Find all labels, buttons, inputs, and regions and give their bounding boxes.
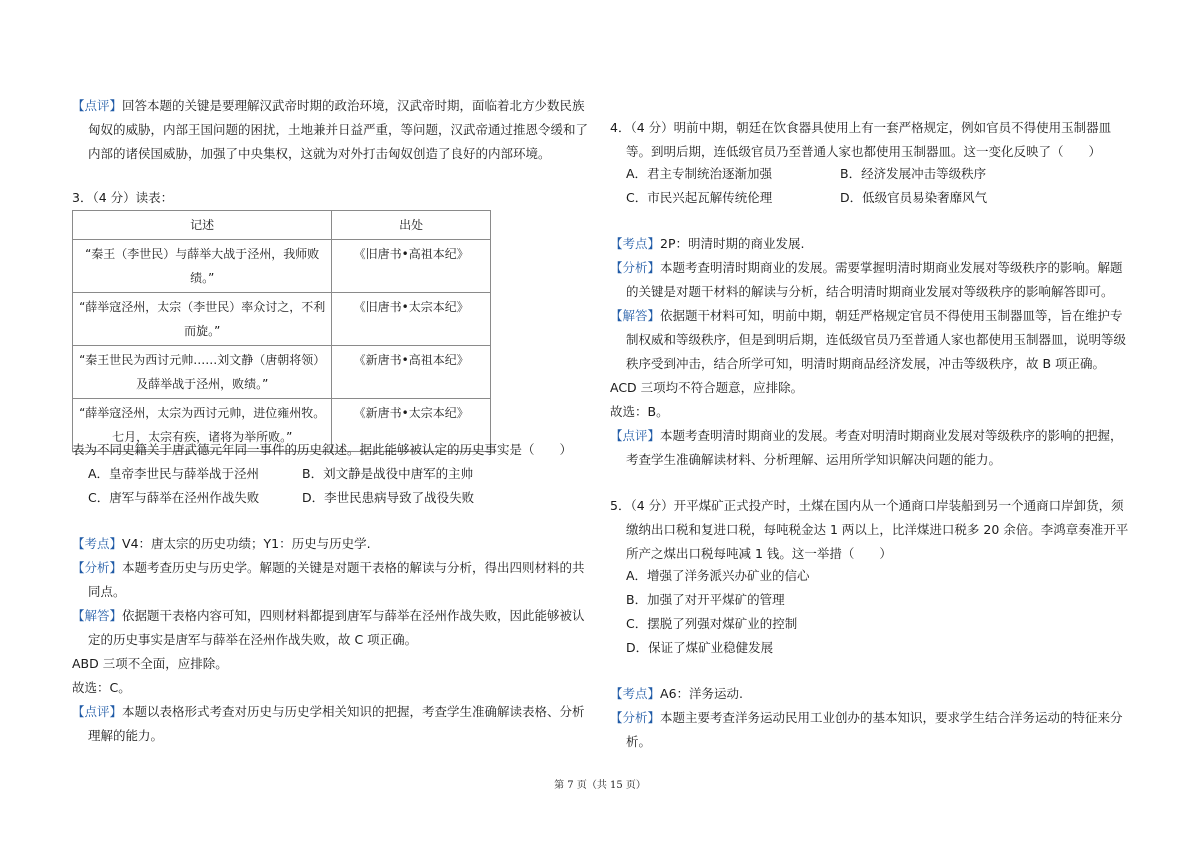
- table-cell-record: “秦王世民为西讨元帅……刘文静（唐朝将领）及薛举战于泾州，败绩。”: [73, 346, 332, 399]
- kaodian-block: [610, 682, 1132, 706]
- kaodian-text: 2P：明清时期的商业发展.: [660, 236, 805, 251]
- option-a: A．皇帝李世民与薛举战于泾州: [88, 466, 260, 481]
- fenxi-block: [610, 706, 1132, 754]
- kaodian-block: [610, 232, 1132, 256]
- table-cell-record: “薛举寇泾州，太宗为西讨元帅，进位雍州牧。七月，太宗有疾，诸将为举所败。”: [73, 399, 332, 452]
- jieda-block: [72, 604, 594, 652]
- kaodian-block: [72, 532, 594, 556]
- comment-tag: 【点评】: [610, 428, 661, 443]
- table-cell-source: 《新唐书•高祖本纪》: [332, 346, 491, 399]
- kaodian-tag: 【考点】: [610, 686, 661, 701]
- jieda-block: [610, 304, 1132, 376]
- fenxi-tag: 【分析】: [610, 710, 661, 725]
- comment-tag: 【点评】: [72, 704, 123, 719]
- jieda-tag: 【解答】: [72, 608, 123, 623]
- option-c: C．唐军与薛举在泾州作战失败: [88, 490, 260, 505]
- table-cell-record: “秦王（李世民）与薛举大战于泾州，我师败绩。”: [73, 240, 332, 293]
- kaodian-text: A6：洋务运动.: [660, 686, 743, 701]
- comment-tag: 【点评】: [72, 98, 123, 113]
- kaodian-tag: 【考点】: [72, 536, 123, 551]
- exclusion-note: ABD 三项不全面，应排除。: [72, 656, 228, 671]
- option-b: B．经济发展冲击等级秩序: [840, 166, 987, 181]
- fenxi-tag: 【分析】: [72, 560, 123, 575]
- fenxi-text: 本题考查历史与历史学。解题的关键是对题干表格的解读与分析，得出四则材料的共同点。: [88, 560, 585, 599]
- question-5-options: [610, 564, 1132, 660]
- option-b: B．刘文静是战役中唐军的主帅: [302, 466, 474, 481]
- page-footer: 第 7 页（共 15 页）: [554, 780, 646, 791]
- question-3-stem: 表为不同史籍关于唐武德元年同一事件的历史叙述。据此能够被认定的历史事实是（ ）: [72, 442, 573, 457]
- jieda-text: 依据题干表格内容可知，四则材料都提到唐军与薛举在泾州作战失败，因此能够被认定的历史事实是唐军与薛举在泾州作战失败，故 C 项正确。: [88, 608, 585, 647]
- comment-text: 回答本题的关键是要理解汉武帝时期的政治环境，汉武帝时期，面临着北方少数民族匈奴的威胁，内部王国问题的困扰，土地兼并日益严重，等问题，汉武帝通过推恩令缓和了内部的诸侯国威胁，加强了中央集权，这就为对外打击匈奴创造了良好的内部环境。: [88, 98, 589, 161]
- question-3-header: 3．（4 分）读表：: [72, 190, 174, 205]
- question-4-stem: 4．（4 分）明前中期，朝廷在饮食器具使用上有一套严格规定，例如官员不得使用玉制器皿等。到明后期，连低级官员乃至普通人家也都使用玉制器皿。这一变化反映了（ ）: [610, 120, 1112, 159]
- comment-block: [610, 424, 1132, 472]
- question-5-stem: 5．（4 分）开平煤矿正式投产时，土煤在国内从一个通商口岸装船到另一个通商口岸卸货，须缴纳出口税和复进口税，每吨税金达 1 两以上，比洋煤进口税多 20 余倍。李鸿章奏准开平所产之煤出口税每吨减 1 钱。这一举措（ ）: [610, 498, 1129, 561]
- option-a: A．增强了洋务派兴办矿业的信心: [626, 568, 810, 583]
- fenxi-text: 本题主要考查洋务运动民用工业创办的基本知识，要求学生结合洋务运动的特征来分析。: [626, 710, 1123, 749]
- table-cell-source: 《新唐书•太宗本纪》: [332, 399, 491, 452]
- question-4-options: [610, 162, 1132, 210]
- kaodian-tag: 【考点】: [610, 236, 661, 251]
- option-d: D．低级官员易染奢靡风气: [840, 190, 988, 205]
- table-header-cell: 出处: [332, 211, 491, 240]
- table-row: [73, 240, 491, 293]
- comment-text: 本题考查明清时期商业的发展。考查对明清时期商业发展对等级秩序的影响的把握，考查学生准确解读材料、分析理解、运用所学知识解决问题的能力。: [626, 428, 1123, 467]
- jieda-text: 依据题干材料可知，明前中期，朝廷严格规定官员不得使用玉制器皿等，旨在维护专制权威和等级秩序，但是到明后期，连低级官员乃至普通人家也都使用玉制器皿，说明等级秩序受到冲击，结合所学可知，明清时期商品经济发展，冲击等级秩序，故 B 项正确。: [626, 308, 1127, 371]
- option-b: B．加强了对开平煤矿的管理: [626, 592, 785, 607]
- table-row: [73, 293, 491, 346]
- table-cell-source: 《旧唐书•太宗本纪》: [332, 293, 491, 346]
- table-header-cell: 记述: [73, 211, 332, 240]
- fenxi-block: [72, 556, 594, 604]
- option-d: D．保证了煤矿业稳健发展: [626, 640, 774, 655]
- comment-block: [72, 700, 594, 748]
- records-table: [72, 210, 491, 452]
- jieda-tag: 【解答】: [610, 308, 661, 323]
- fenxi-block: [610, 256, 1132, 304]
- answer-line: 故选：B。: [610, 404, 669, 419]
- option-c: C．摆脱了列强对煤矿业的控制: [626, 616, 798, 631]
- table-cell-source: 《旧唐书•高祖本纪》: [332, 240, 491, 293]
- table-cell-record: “薛举寇泾州，太宗（李世民）率众讨之，不利而旋。”: [73, 293, 332, 346]
- comment-block: [72, 94, 594, 166]
- exclusion-note: ACD 三项均不符合题意，应排除。: [610, 380, 804, 395]
- table-row: [73, 346, 491, 399]
- option-a: A．君主专制统治逐渐加强: [626, 166, 773, 181]
- fenxi-tag: 【分析】: [610, 260, 661, 275]
- question-3-options: [72, 462, 594, 510]
- table-header-row: [73, 211, 491, 240]
- answer-line: 故选：C。: [72, 680, 131, 695]
- option-d: D．李世民患病导致了战役失败: [302, 490, 475, 505]
- fenxi-text: 本题考查明清时期商业的发展。需要掌握明清时期商业发展对等级秩序的影响。解题的关键是对题干材料的解读与分析，结合明清时期商业发展对等级秩序的影响解答即可。: [626, 260, 1123, 299]
- option-c: C．市民兴起瓦解传统伦理: [626, 190, 773, 205]
- kaodian-text: V4：唐太宗的历史功绩；Y1：历史与历史学.: [122, 536, 371, 551]
- comment-text: 本题以表格形式考查对历史与历史学相关知识的把握，考查学生准确解读表格、分析理解的能力。: [88, 704, 585, 743]
